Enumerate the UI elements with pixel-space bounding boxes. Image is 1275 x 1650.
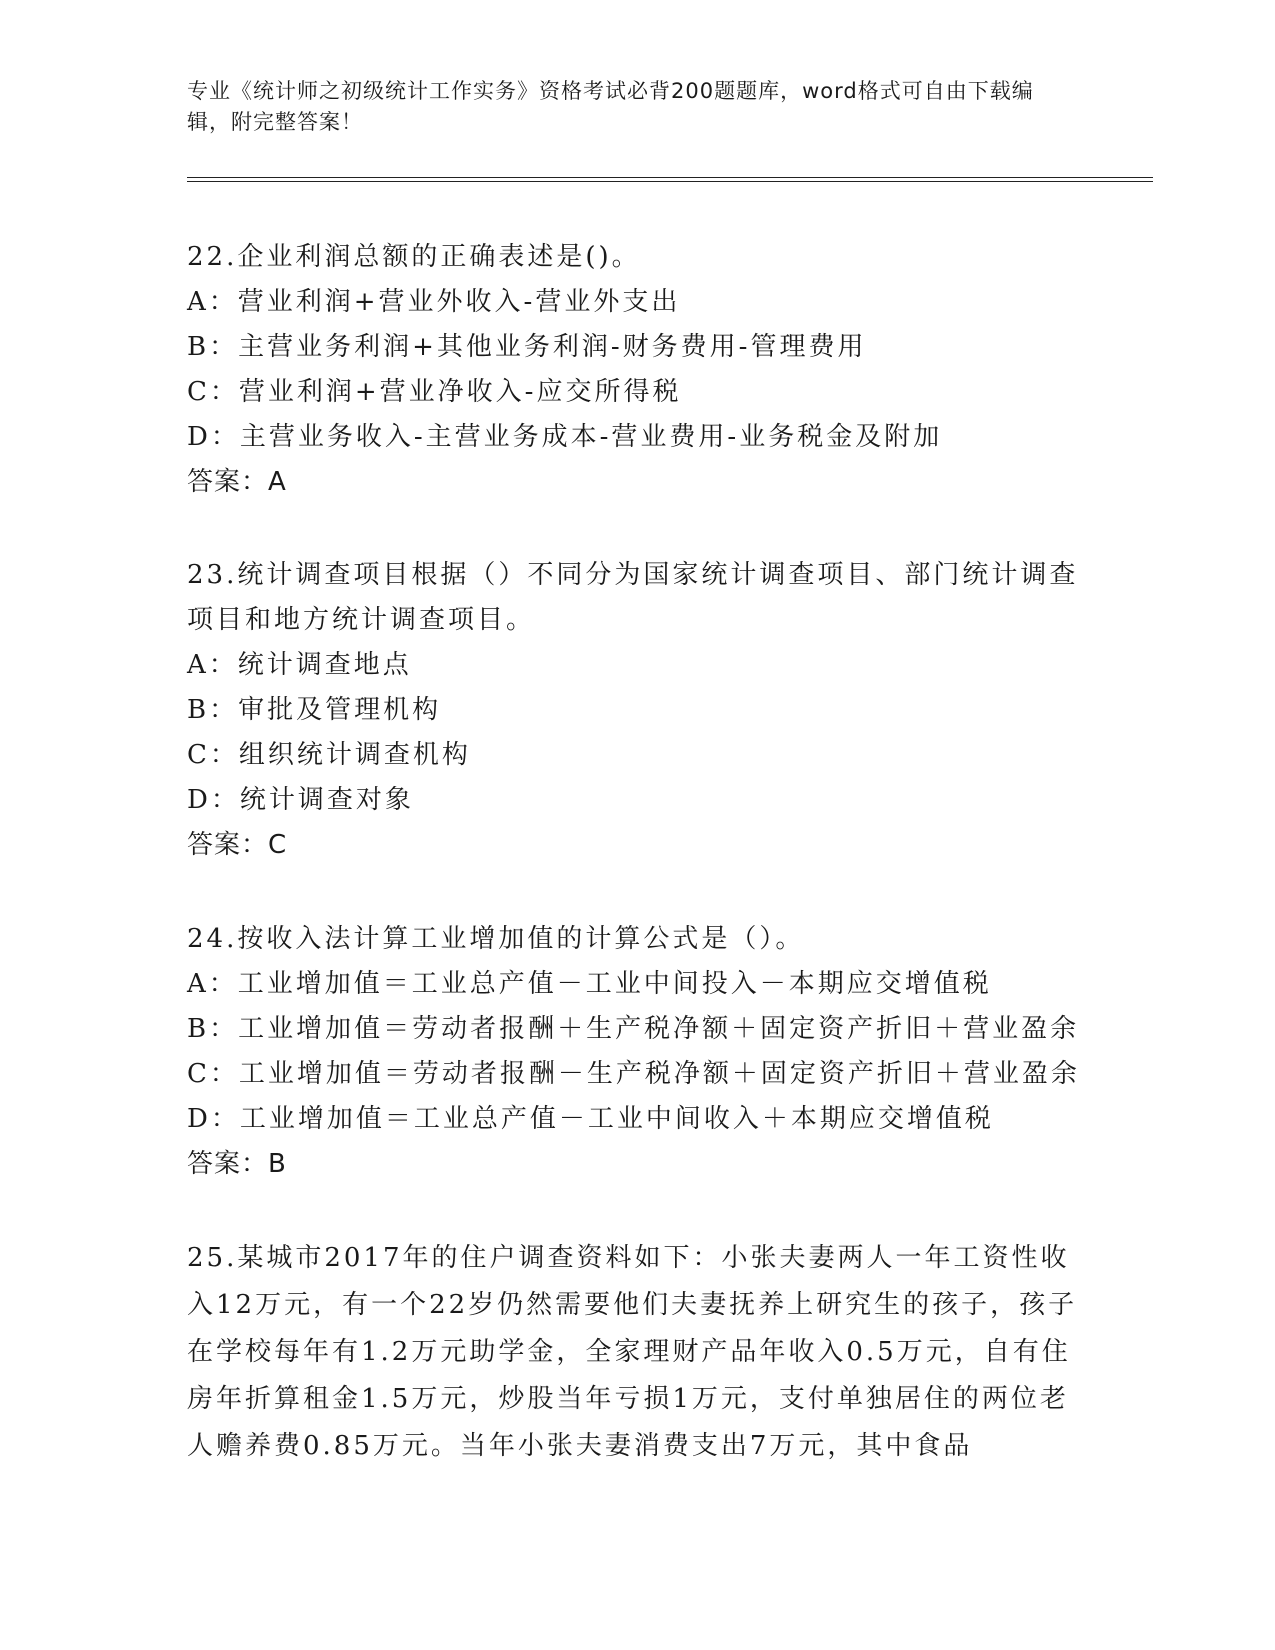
option-b: B：工业增加值＝劳动者报酬＋生产税净额＋固定资产折旧＋营业盈余 — [187, 1014, 1080, 1044]
question-stem: 25.某城市2017年的住户调查资料如下：小张夫妻两人一年工资性收入12万元，有一个22岁仍然需要他们夫妻抚养上研究生的孩子，孩子在学校每年有1.2万元助学金，全家理财产品年收入0.5万元，自有住房年折算租金1.5万元，炒股当年亏损1万元，支付单独居住的两位老人赡养费0.85万元。当年小张夫妻消费支出7万元，其中食品 — [187, 1243, 1078, 1461]
question-stem: 23.统计调查项目根据（）不同分为国家统计调查项目、部门统计调查项目和地方统计调查项目。 — [187, 560, 1079, 635]
question-23 — [187, 553, 1087, 868]
option-c: C：工业增加值＝劳动者报酬－生产税净额＋固定资产折旧＋营业盈余 — [187, 1059, 1080, 1089]
question-stem: 22.企业利润总额的正确表述是()。 — [187, 242, 641, 272]
answer-label: 答案：B — [187, 1149, 287, 1179]
question-24 — [187, 917, 1087, 1187]
answer-label: 答案：A — [187, 467, 287, 497]
option-d: D：统计调查对象 — [187, 785, 414, 815]
document-header: 专业《统计师之初级统计工作实务》资格考试必背200题题库，word格式可自由下载编辑，附完整答案！ — [187, 79, 1034, 134]
header-divider-bottom — [187, 181, 1153, 182]
answer-label: 答案：C — [187, 830, 288, 860]
option-d: D：工业增加值＝工业总产值－工业中间收入＋本期应交增值税 — [187, 1104, 994, 1134]
option-d: D：主营业务收入-主营业务成本-营业费用-业务税金及附加 — [187, 422, 943, 452]
option-a: A：统计调查地点 — [187, 650, 412, 680]
question-stem: 24.按收入法计算工业增加值的计算公式是（）。 — [187, 924, 805, 954]
header-divider-top — [187, 177, 1153, 178]
option-a: A：工业增加值＝工业总产值－工业中间投入－本期应交增值税 — [187, 969, 992, 999]
option-b: B：审批及管理机构 — [187, 695, 442, 725]
option-c: C：组织统计调查机构 — [187, 740, 471, 770]
option-a: A：营业利润+营业外收入-营业外支出 — [187, 287, 681, 317]
option-c: C：营业利润+营业净收入-应交所得税 — [187, 377, 682, 407]
question-22 — [187, 235, 1087, 505]
option-b: B：主营业务利润+其他业务利润-财务费用-管理费用 — [187, 332, 867, 362]
question-25 — [187, 1235, 1087, 1470]
